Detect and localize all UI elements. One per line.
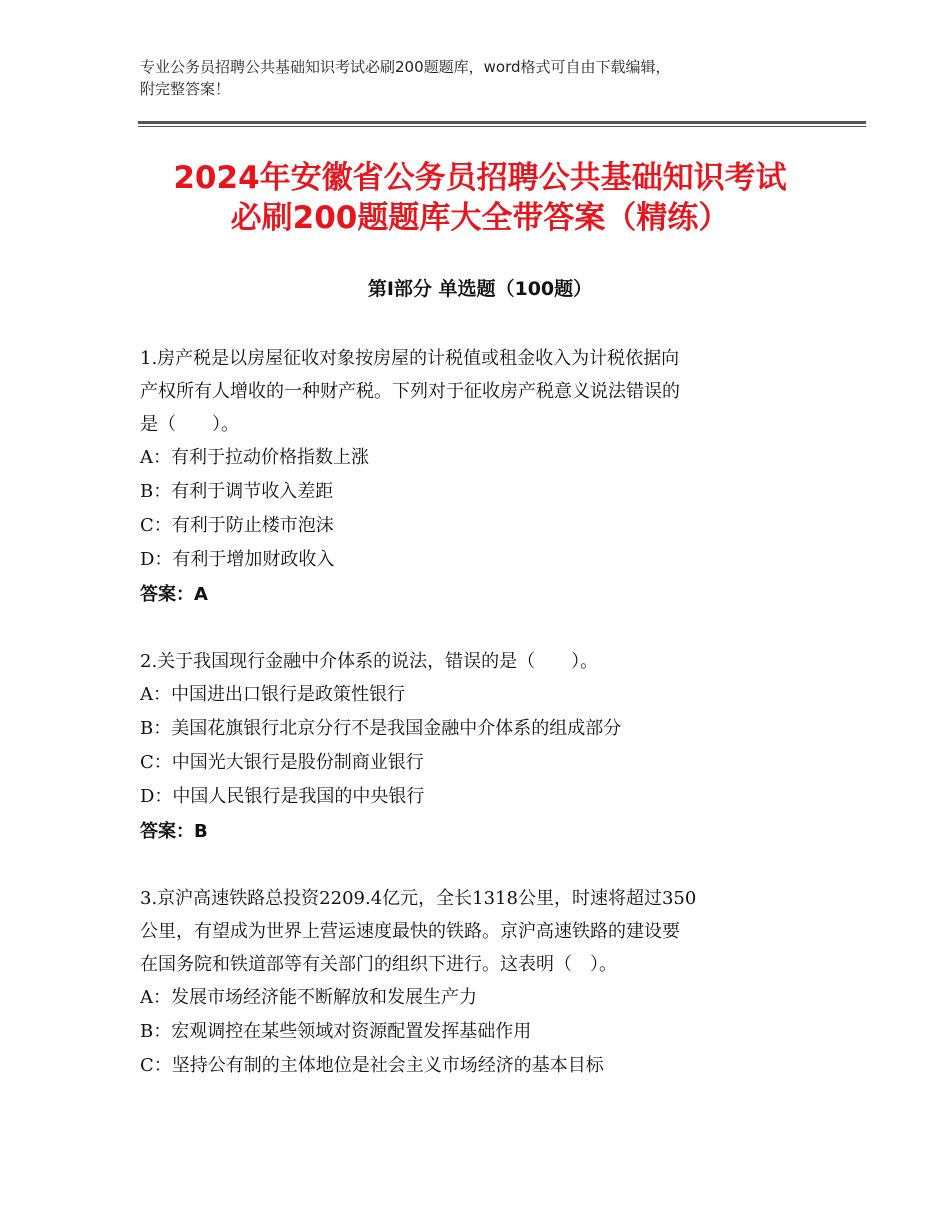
question-3	[140, 882, 805, 1083]
option-a: A：有利于拉动价格指数上涨	[140, 447, 369, 468]
question-stem-line: 是（ ）。	[140, 414, 239, 435]
question-stem-line: 公里，有望成为世界上营运速度最快的铁路。京沪高速铁路的建设要	[140, 921, 680, 942]
header-divider-thick	[138, 121, 866, 124]
answer: 答案：B	[140, 821, 208, 842]
option-b: B：美国花旗银行北京分行不是我国金融中介体系的组成部分	[140, 718, 622, 739]
question-stem-line: 在国务院和铁道部等有关部门的组织下进行。这表明（ ）。	[140, 954, 617, 975]
question-stem	[140, 645, 805, 678]
option-b: B：有利于调节收入差距	[140, 481, 334, 502]
question-list	[140, 342, 805, 1115]
question-stem-line: 3.京沪高速铁路总投资2209.4亿元，全长1318公里，时速将超过350	[140, 888, 697, 909]
question-stem-line: 2.关于我国现行金融中介体系的说法，错误的是（ ）。	[140, 651, 599, 672]
question-stem-line: 1.房产税是以房屋征收对象按房屋的计税值或租金收入为计税依据向	[140, 348, 680, 369]
option-b: B：宏观调控在某些领域对资源配置发挥基础作用	[140, 1021, 532, 1042]
question-stem	[140, 342, 805, 441]
document-title-line-1: 2024年安徽省公务员招聘公共基础知识考试	[173, 160, 787, 196]
question-stem	[140, 882, 805, 981]
header-divider-thin	[138, 126, 866, 127]
question-1	[140, 342, 805, 613]
answer: 答案：A	[140, 584, 208, 605]
section-heading: 第Ⅰ部分 单选题（100题）	[367, 278, 593, 300]
document-title-line-2: 必刷200题题库大全带答案（精练）	[230, 200, 730, 236]
question-2	[140, 645, 805, 850]
option-d: D：中国人民银行是我国的中央银行	[140, 786, 425, 807]
option-c: C：中国光大银行是股份制商业银行	[140, 752, 424, 773]
question-stem-line: 产权所有人增收的一种财产税。下列对于征收房产税意义说法错误的	[140, 381, 680, 402]
option-c: C：坚持公有制的主体地位是社会主义市场经济的基本目标	[140, 1055, 604, 1076]
header-note-line-2: 附完整答案！	[140, 80, 231, 98]
option-d: D：有利于增加财政收入	[140, 549, 335, 570]
option-a: A：中国进出口银行是政策性银行	[140, 684, 405, 705]
option-c: C：有利于防止楼市泡沫	[140, 515, 334, 536]
option-a: A：发展市场经济能不断解放和发展生产力	[140, 987, 477, 1008]
header-note	[140, 56, 820, 100]
document-title	[140, 158, 820, 238]
header-note-line-1: 专业公务员招聘公共基础知识考试必刷200题题库，word格式可自由下载编辑，	[140, 58, 671, 76]
